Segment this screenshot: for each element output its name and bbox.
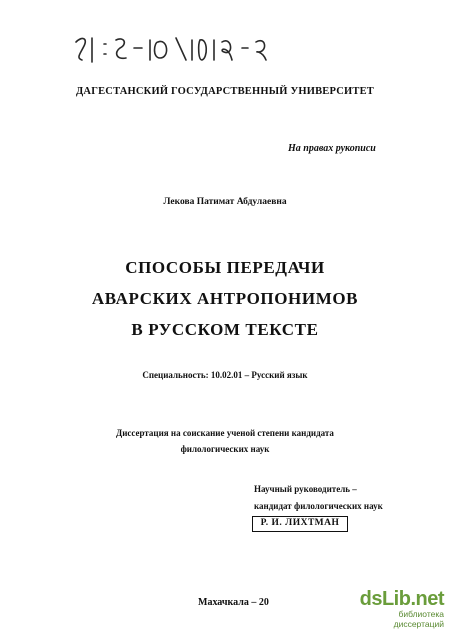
dissertation-degree-line-1: Диссертация на соискание ученой степени кандидата <box>116 428 334 438</box>
thesis-title-line-1: СПОСОБЫ ПЕРЕДАЧИ <box>125 258 325 277</box>
author-name: Лекова Патимат Абдулаевна <box>163 197 287 207</box>
university-name: ДАГЕСТАНСКИЙ ГОСУДАРСТВЕННЫЙ УНИВЕРСИТЕТ <box>76 86 374 97</box>
watermark-caption: библиотека диссертаций <box>393 609 444 629</box>
watermark-logo: dsLib.net <box>359 588 444 610</box>
supervisor-name-box: Р. И. ЛИХТМАН <box>252 516 348 532</box>
dslib-watermark[interactable] <box>352 588 448 632</box>
supervisor-degree: кандидат филологических наук <box>254 501 383 511</box>
thesis-title-line-2: АВАРСКИХ АНТРОПОНИМОВ <box>91 289 359 308</box>
specialty: Специальность: 10.02.01 – Русский язык <box>142 370 308 380</box>
thesis-title-line-3: В РУССКОМ ТЕКСТЕ <box>131 320 319 339</box>
handwritten-archive-number <box>72 30 292 74</box>
manuscript-rights-note: На правах рукописи <box>288 143 376 154</box>
city-year: Махачкала – 20 <box>198 597 269 608</box>
dissertation-degree-line-2: филологических наук <box>180 444 270 454</box>
supervisor-label: Научный руководитель – <box>254 484 357 494</box>
